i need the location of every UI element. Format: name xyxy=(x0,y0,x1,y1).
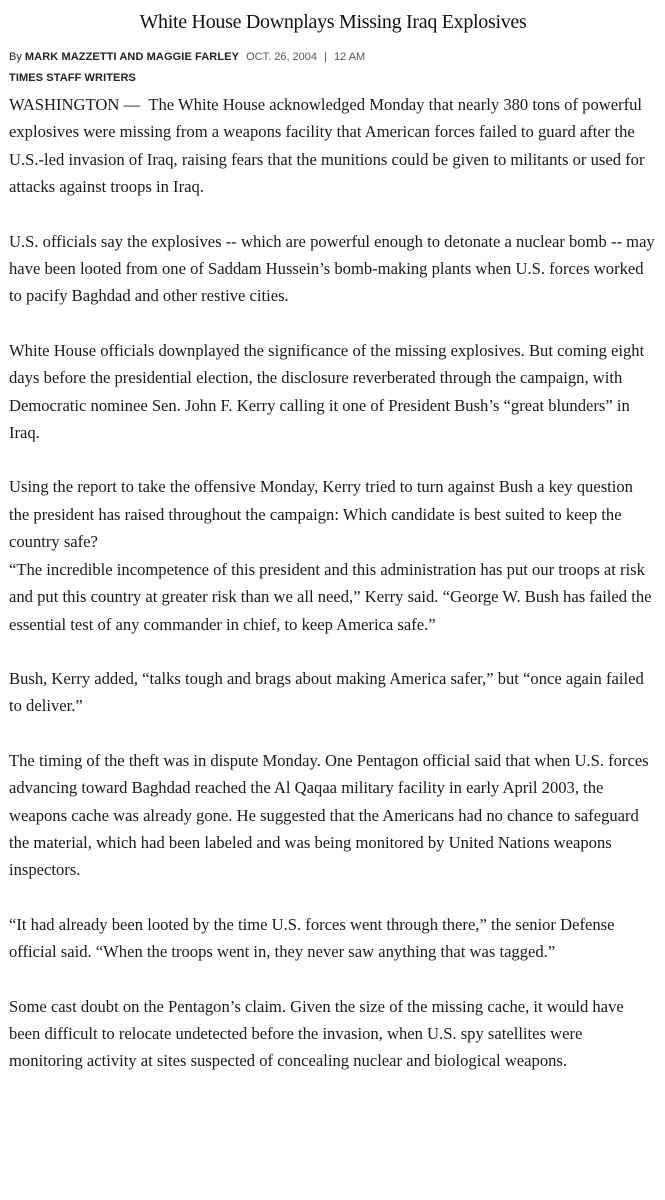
paragraph: “The incredible incompetence of this president and this administration has put our troops at risk and put this country at greater risk than we all need,” Kerry said. “George W. Bush has failed the essential test of any commander in chief, to keep America safe.” xyxy=(9,559,652,634)
paragraph: White House officials downplayed the significance of the missing explosives. But coming eight days before the presidential election, the disclosure reverberated through the campaign, with Democratic nominee Sen. John F. Kerry calling it one of President Bush’s “great blunders” in Iraq. xyxy=(9,340,645,443)
staff-label: TIMES STAFF WRITERS xyxy=(9,72,136,84)
article xyxy=(9,0,657,1102)
paragraph xyxy=(9,91,657,201)
paragraph: “It had already been looted by the time U.S. forces went through there,” the senior Defense official said. “When the troops went in, they never saw anything that was tagged.” xyxy=(9,914,615,962)
byline-separator: | xyxy=(324,51,327,63)
byline-authors[interactable]: MARK MAZZETTI AND MAGGIE FARLEY xyxy=(24,51,240,63)
publish-date: OCT. 26, 2004 xyxy=(246,51,318,63)
paragraph: Using the report to take the offensive Monday, Kerry tried to turn against Bush a key question the president has raised throughout the campaign: Which candidate is best suited to keep the country safe? xyxy=(9,477,633,552)
dateline: WASHINGTON — xyxy=(9,95,141,114)
paragraph: The timing of the theft was in dispute Monday. One Pentagon official said that when U.S. forces advancing toward Baghdad reached the Al Qaqaa military facility in early April 2003, the weapons cache was already gone. He suggested that the Americans had no chance to safeguard the material, which had been labeled and was being monitored by United Nations weapons inspectors. xyxy=(9,750,649,880)
byline xyxy=(9,50,657,64)
paragraph: U.S. officials say the explosives -- which are powerful enough to detonate a nuclear bomb -- may have been looted from one of Saddam Hussein’s bomb-making plants when U.S. forces worked to pacify Baghdad and other restive cities. xyxy=(9,231,655,306)
paragraph: Bush, Kerry added, “talks tough and brags about making America safer,” but “once again failed to deliver.” xyxy=(9,668,644,716)
paragraph-text: The White House acknowledged Monday that nearly 380 tons of powerful explosives were missing from a weapons facility that American forces failed to guard after the U.S.-led invasion of Iraq, raising fears that the munitions could be given to militants or used for attacks against troops in Iraq. xyxy=(9,95,645,197)
article-body xyxy=(9,91,657,1075)
headline: White House Downplays Missing Iraq Explosives xyxy=(139,11,527,33)
paragraph: Some cast doubt on the Pentagon’s claim. Given the size of the missing cache, it would have been difficult to relocate undetected before the invasion, when U.S. spy satellites were monitoring activity at sites suspected of concealing nuclear and biological weapons. xyxy=(9,996,624,1071)
publish-time: 12 AM xyxy=(334,51,366,63)
byline-prefix: By xyxy=(9,51,22,63)
